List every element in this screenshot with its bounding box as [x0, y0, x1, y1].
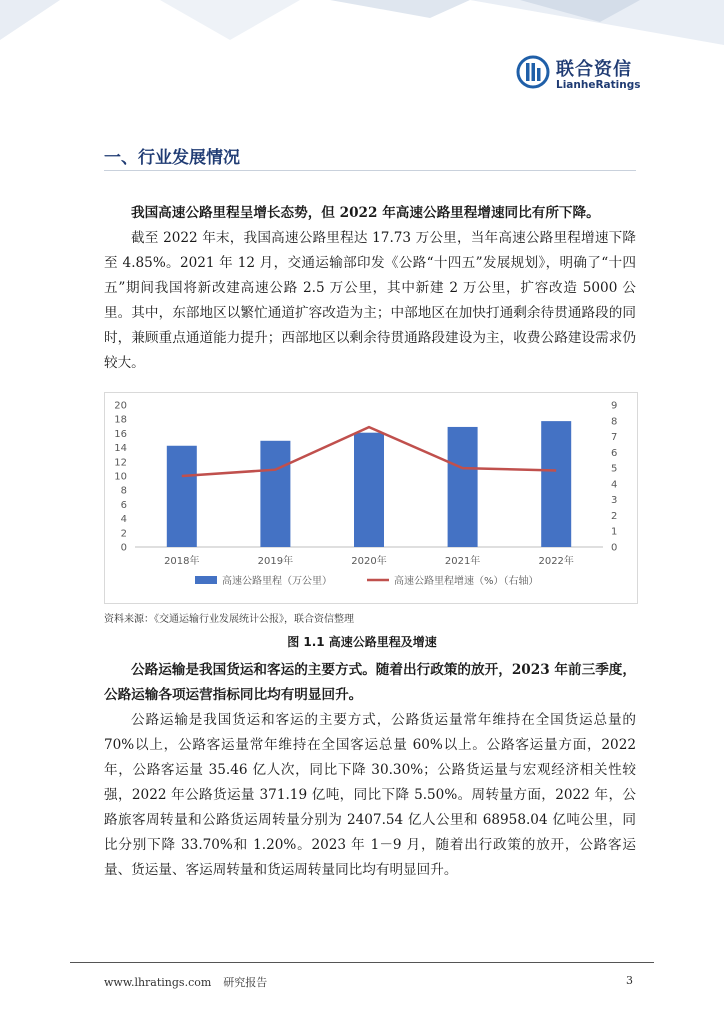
figure-source: 资料来源：《交通运输行业发展统计公报》，联合资信整理 — [104, 614, 354, 625]
logo-english-name: LianheRatings — [556, 79, 641, 91]
page-number: 3 — [626, 974, 633, 987]
bar — [260, 441, 290, 547]
right-axis-tick: 9 — [611, 400, 618, 412]
left-axis-tick: 12 — [114, 457, 127, 469]
paragraph-1-body: 截至 2022 年末，我国高速公路里程达 17.73 万公里，当年高速公路里程增速下降至 4.85%。2021 年 12 月，交通运输部印发《公路“十四五”发展规划》，明确了“十四五”期间我国将新改建高速公路 2.5 万公里，其中新建 2 万公里，扩容改造 5000 公里。其中，东部地区以繁忙通道扩容改造为主；中部地区在加快打通剩余待贯通路段的同时，兼顾重点通道能力提升；西部地区以剩余待贯通路段建设为主，收费公路建设需求仍较大。 — [104, 230, 636, 371]
paragraph-1-lead: 我国高速公路里程呈增长态势，但 2022 年高速公路里程增速同比有所下降。 — [131, 205, 600, 221]
x-axis-tick: 2022年 — [538, 556, 574, 567]
paragraph-2-body: 公路运输是我国货运和客运的主要方式，公路货运量常年维持在全国货运总量的 70%以上，公路客运量常年维持在全国客运总量 60%以上。公路客运量方面，2022 年，公路客运量 35.46 亿人次，同比下降 30.30%；公路货运量与宏观经济相关性较强，2022 年公路货运量 371.19 亿吨，同比下降 5.50%。周转量方面，2022 年，公路旅客周转量和公路货运周转量分别为 2407.54 亿人公里和 68958.04 亿吨公里，同比分别下降 33.70%和 1.20%。2023 年 1－9 月，随着出行政策的放开，公路客运量、货运量、客运周转量和货运周转量同比均有明显回升。 — [104, 712, 636, 878]
footer-info — [104, 974, 267, 990]
paragraph-2-lead: 公路运输是我国货运和客运的主要方式。随着出行政策的放开，2023 年前三季度，公路运输各项运营指标同比均有明显回升。 — [104, 662, 636, 703]
legend-bar-swatch — [195, 576, 217, 584]
right-axis-tick: 3 — [611, 495, 618, 507]
right-axis-tick: 4 — [611, 479, 618, 491]
legend-bar-label: 高速公路里程（万公里） — [222, 576, 332, 587]
footer-doc-type: 研究报告 — [223, 976, 268, 989]
bar — [354, 433, 384, 547]
mileage-chart — [104, 392, 638, 604]
x-axis-tick: 2018年 — [164, 556, 200, 567]
footer-website-link[interactable]: www.lhratings.com — [104, 976, 212, 989]
x-axis-tick: 2021年 — [444, 556, 481, 567]
right-axis-tick: 6 — [611, 447, 618, 459]
left-axis-tick: 20 — [114, 400, 127, 412]
right-axis-tick: 0 — [611, 542, 618, 554]
legend-line-label: 高速公路里程增速（%）（右轴） — [394, 576, 539, 587]
section-title: 一、行业发展情况 — [104, 148, 240, 168]
company-logo — [516, 53, 646, 97]
left-axis-tick: 0 — [120, 542, 127, 554]
x-axis-tick: 2019年 — [257, 556, 294, 567]
left-axis-tick: 2 — [120, 528, 127, 540]
lianhe-logo-icon — [516, 55, 550, 89]
logo-chinese-name: 联合资信 — [556, 59, 632, 80]
header-banner — [0, 0, 724, 60]
right-axis-tick: 8 — [611, 416, 618, 428]
left-axis-tick: 4 — [120, 514, 127, 526]
footer-divider — [70, 962, 654, 963]
left-axis-tick: 16 — [114, 428, 127, 440]
title-divider — [104, 170, 636, 171]
left-axis-tick: 14 — [114, 443, 127, 455]
left-axis-tick: 18 — [114, 414, 127, 426]
right-axis-tick: 7 — [611, 432, 618, 444]
x-axis-tick: 2020年 — [351, 556, 387, 567]
right-axis-tick: 2 — [611, 510, 618, 522]
left-axis-tick: 10 — [114, 471, 127, 483]
bar — [167, 446, 197, 547]
right-axis-tick: 1 — [611, 526, 618, 538]
left-axis-tick: 6 — [120, 499, 127, 511]
left-axis-tick: 8 — [120, 485, 127, 497]
right-axis-tick: 5 — [611, 463, 618, 475]
figure-caption: 图 1.1 高速公路里程及增速 — [287, 635, 437, 649]
bar — [541, 421, 571, 547]
chart-canvas — [105, 393, 637, 603]
bar — [448, 427, 478, 547]
